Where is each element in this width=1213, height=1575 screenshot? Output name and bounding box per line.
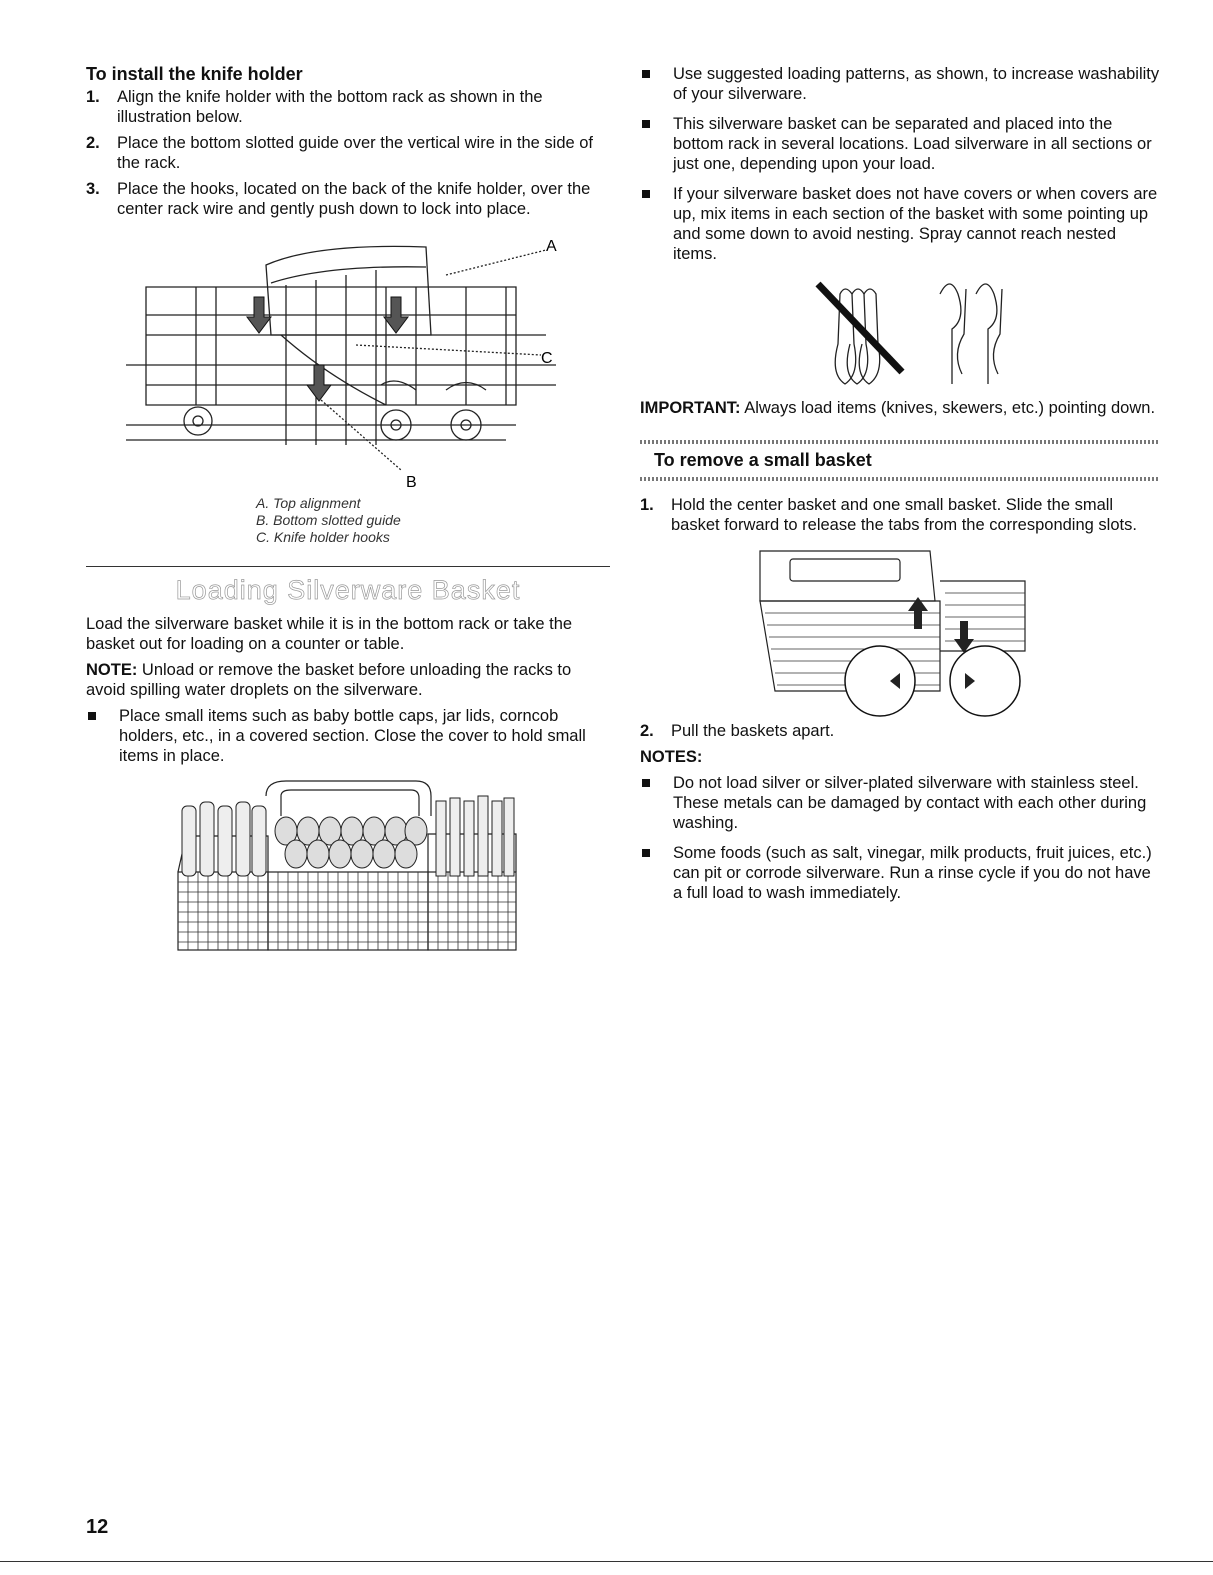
label-a: A [546,238,557,255]
install-step [86,133,610,173]
loading-tips [640,64,1160,264]
install-step [86,179,610,219]
remove-steps [640,495,1160,535]
loading-note [86,660,610,700]
step-text: Pull the baskets apart. [671,722,835,740]
left-column [86,60,610,966]
figure-caption [86,495,610,546]
silverware-basket-illustration [86,776,610,966]
caption-c: C. Knife holder hooks [256,529,390,545]
remove-step [640,495,1160,535]
step-text: Place the bottom slotted guide over the vertical wire in the side of the rack. [117,134,594,172]
step-number: 1. [640,496,654,514]
note-item: Do not load silver or silver-plated silverware with stainless steel. These metals can be damaged by contact with each other during washing. [640,773,1160,833]
basket-separation-illustration [640,541,1160,721]
step-text: Hold the center basket and one small basket. Slide the small basket forward to release the tabs from the corresponding slots. [671,496,1137,534]
important-text: Always load items (knives, skewers, etc.) pointing down. [740,399,1156,417]
caption-a: A. Top alignment [256,495,361,511]
notes-label: NOTES: [640,748,703,766]
important-label: IMPORTANT: [640,399,741,417]
remove-steps-continued [640,721,1160,741]
loading-section-title: Loading Silverware Basket [175,575,521,605]
step-number: 3. [86,180,100,198]
step-text: Align the knife holder with the bottom rack as shown in the illustration below. [117,88,543,126]
label-c: C [541,350,553,367]
bullet-item: This silverware basket can be separated and placed into the bottom rack in several locations. Load silverware in all sections or just one, depending upon your load. [640,114,1160,174]
step-number: 2. [640,722,654,740]
knife-holder-rack-illustration [86,225,610,495]
right-column [640,60,1160,913]
note-item: Some foods (such as salt, vinegar, milk products, fruit juices, etc.) can pit or corrode silverware. Run a rinse cycle if you do not have a full load to wash immediately. [640,843,1160,903]
remove-step [640,721,1160,741]
dotted-rule [640,440,1160,444]
step-number: 2. [86,134,100,152]
install-steps [86,87,610,219]
note-label: NOTE: [86,661,138,679]
install-step [86,87,610,127]
nesting-illustration [640,274,1160,394]
important-note [640,398,1160,418]
loading-bullets [86,706,610,766]
dotted-rule [640,477,1160,481]
section-divider [86,566,610,567]
page-number: 12 [86,1516,109,1538]
bullet-item: Use suggested loading patterns, as shown, to increase washability of your silverware. [640,64,1160,104]
caption-b: B. Bottom slotted guide [256,512,401,528]
bullet-item: If your silverware basket does not have covers or when covers are up, mix items in each section of the basket with some pointing up and some down to avoid nesting. Spray cannot reach nested items. [640,184,1160,264]
loading-intro: Load the silverware basket while it is in the bottom rack or take the basket out for loading on a counter or table. [86,615,573,653]
remove-heading: To remove a small basket [654,450,872,470]
bullet-item: Place small items such as baby bottle caps, jar lids, corncob holders, etc., in a covered section. Close the cover to hold small items in place. [86,706,610,766]
notes-list [640,773,1160,903]
label-b: B [406,474,417,491]
note-text: Unload or remove the basket before unloading the racks to avoid spilling water droplets on the silverware. [86,661,572,699]
step-number: 1. [86,88,100,106]
footer-rule [0,1561,1213,1562]
step-text: Place the hooks, located on the back of the knife holder, over the center rack wire and gently push down to lock into place. [117,180,591,218]
install-heading: To install the knife holder [86,64,303,84]
